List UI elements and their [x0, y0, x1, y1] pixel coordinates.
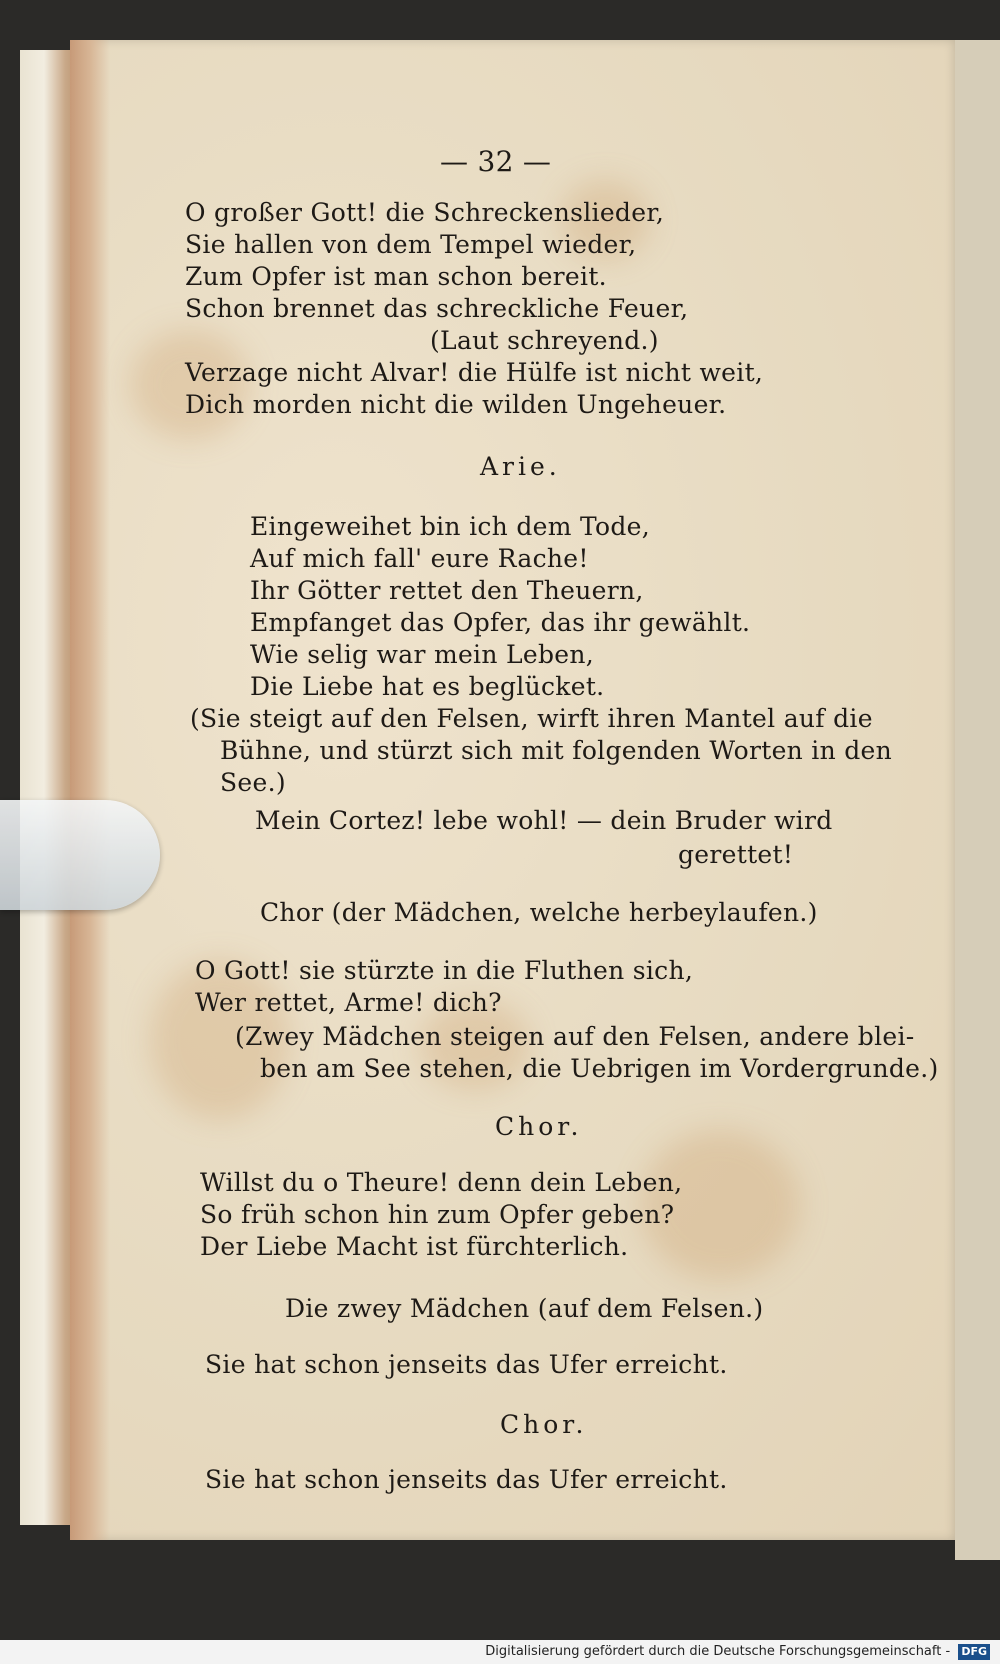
dfg-logo: DFG — [958, 1644, 990, 1660]
verse-line: Verzage nicht Alvar! die Hülfe ist nicht weit, — [185, 358, 764, 387]
verse-line: Wer rettet, Arme! dich? — [195, 988, 502, 1017]
stage-direction: ben am See stehen, die Uebrigen im Vordergrunde.) — [260, 1054, 939, 1083]
verse-line: Zum Opfer ist man schon bereit. — [185, 262, 607, 291]
verse-line: Die Liebe hat es beglücket. — [250, 672, 605, 701]
page-gutter — [70, 40, 110, 1540]
verse-line: O großer Gott! die Schreckenslieder, — [185, 198, 665, 227]
stage-direction: (Laut schreyend.) — [430, 326, 659, 355]
heading-chor: Chor. — [495, 1112, 583, 1141]
heading-maedchen: Die zwey Mädchen (auf dem Felsen.) — [285, 1294, 764, 1323]
verse-line: Dich morden nicht die wilden Ungeheuer. — [185, 390, 727, 419]
footer-bar — [0, 1640, 1000, 1664]
verse-line: So früh schon hin zum Opfer geben? — [200, 1200, 675, 1229]
heading-chor: Chor. — [500, 1410, 588, 1439]
verse-line: Ihr Götter rettet den Theuern, — [250, 576, 644, 605]
verse-line: gerettet! — [678, 840, 794, 869]
page-clip — [0, 800, 160, 910]
verse-line: Sie hat schon jenseits das Ufer erreicht. — [205, 1350, 728, 1379]
verse-line: Der Liebe Macht ist fürchterlich. — [200, 1232, 629, 1261]
stage-direction: (Sie steigt auf den Felsen, wirft ihren Mantel auf die — [190, 704, 873, 733]
stage-direction: (Zwey Mädchen steigen auf den Felsen, andere blei- — [235, 1022, 915, 1051]
verse-line: Wie selig war mein Leben, — [250, 640, 595, 669]
footer-text: Digitalisierung gefördert durch die Deutsche Forschungsgemeinschaft - — [485, 1644, 951, 1659]
verse-line: Willst du o Theure! denn dein Leben, — [200, 1168, 683, 1197]
verse-line: Sie hallen von dem Tempel wieder, — [185, 230, 637, 259]
stage-direction: See.) — [220, 768, 286, 797]
verse-line: O Gott! sie stürzte in die Fluthen sich, — [195, 956, 694, 985]
verse-line: Empfanget das Opfer, das ihr gewählt. — [250, 608, 751, 637]
stage-direction: Bühne, und stürzt sich mit folgenden Worten in den — [220, 736, 893, 765]
verse-line: Sie hat schon jenseits das Ufer erreicht. — [205, 1465, 728, 1494]
verse-line: Schon brennet das schreckliche Feuer, — [185, 294, 689, 323]
verse-line: Eingeweihet bin ich dem Tode, — [250, 512, 650, 541]
page-number: — 32 — — [440, 145, 552, 178]
heading-chor: Chor (der Mädchen, welche herbeylaufen.) — [260, 898, 818, 927]
verse-line: Mein Cortez! lebe wohl! — dein Bruder wird — [255, 806, 833, 835]
verse-line: Auf mich fall' eure Rache! — [250, 544, 589, 573]
next-page-edge — [955, 40, 1000, 1560]
heading-arie: Arie. — [480, 452, 561, 481]
